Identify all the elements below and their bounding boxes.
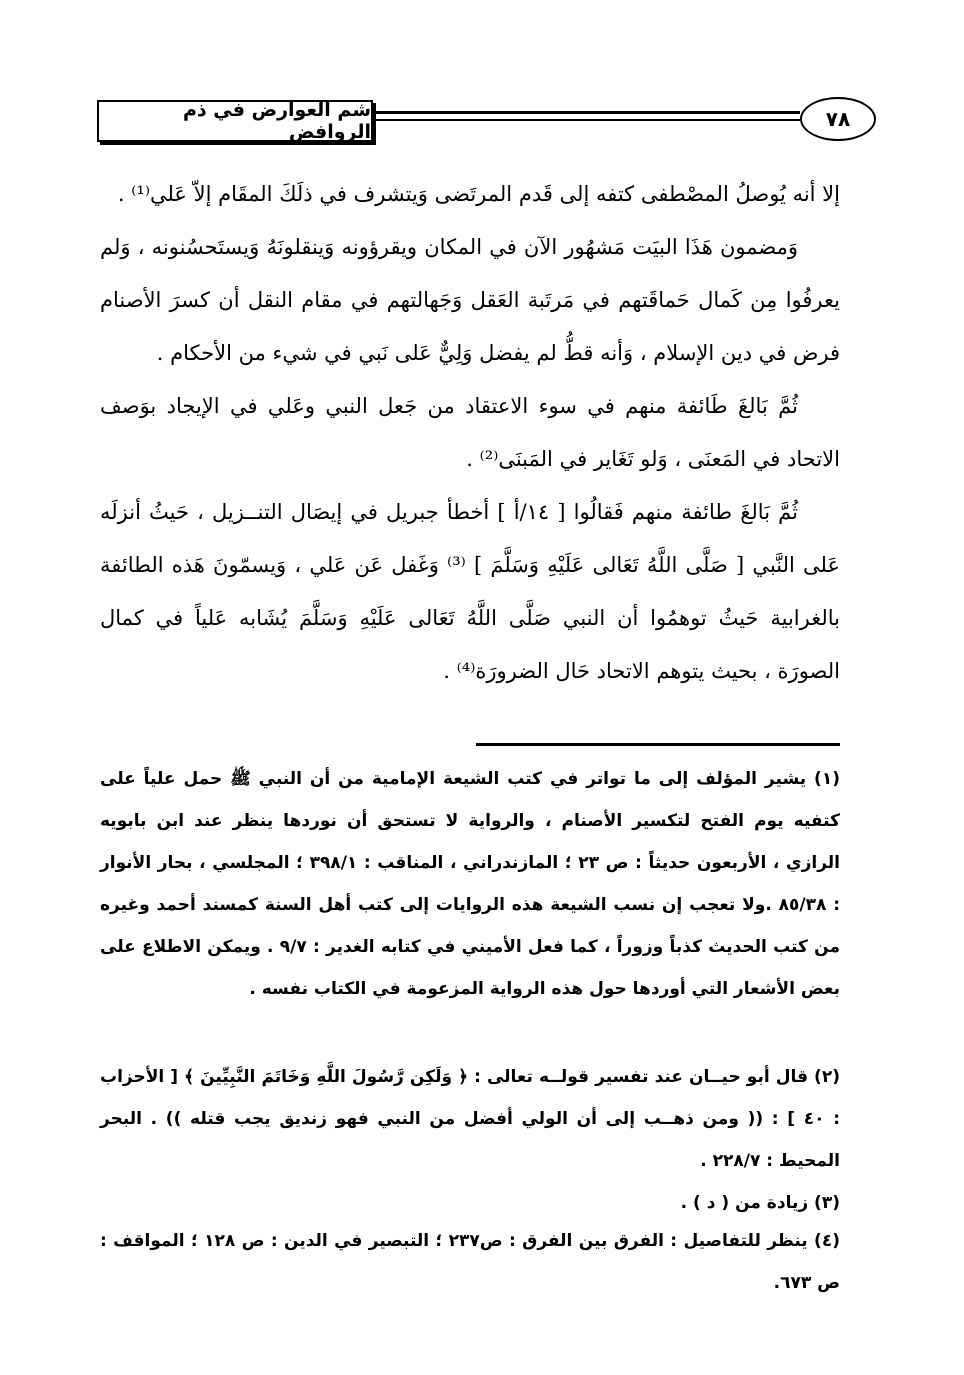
- footnote-text: قال أبو حيــان عند تفسير قولــه تعالى : ﴿ وَلَكِن رَّسُولَ اللَّهِ وَخَاتَمَ النَّبِيِّينَ ﴾ [ الأحزاب : ٤٠ ] : (( ومن ذهــب إلى أن الولي أفضل من النبي فهو زنديق يجب قتله )) . البحر المحيط : ٢٢٨/٧ .: [100, 1067, 840, 1171]
- header-rule: [370, 119, 800, 121]
- paragraph: وَمضمون هَذَا البيَت مَشهُور الآن في المكان ويقرؤونه وَينقلونَهُ وَيستَحسُنونه ، وَلم يعرفُوا مِن كَمال حَماقَتهم في مَرتَبة العَقل وَجَهالتهم في مقام النقل أن كسرَ الأصنام فرض في دين الإسلام ، وَأنه قطُّ لم يفضل وَلِيٌّ عَلى نَبي في شيء من الأحكام .: [100, 235, 840, 365]
- footnote: [100, 758, 840, 1010]
- footnote: [100, 1220, 840, 1304]
- main-text: [100, 168, 840, 698]
- footnote: [100, 1056, 840, 1182]
- footnote: [100, 1182, 840, 1224]
- footnote-number: (٢): [814, 1067, 840, 1087]
- paragraph: إلا أنه يُوصلُ المصْطفى كتفه إلى قَدم المرتَضى وَيتشرف في ذلَكَ المقَام إلاّ عَلي⁽¹⁾ .: [117, 182, 840, 206]
- header-rule: [370, 111, 800, 114]
- paragraph: ثُمَّ بَالغَ طائفة منهم فَقالُوا [ ١٤/أ ] أخطأ جبريل في إيصَال التنــزيل ، حَيثُ أنزلَه عَلى النَّبي [ صَلَّى اللَّهُ تَعَالى عَلَيْهِ وَسَلَّمَ ] ⁽³⁾ وَغَفل عَن عَلي ، وَيسمّونَ هَذه الطائفة بالغرابية حَيثُ توهمُوا أن النبي صَلَّى اللَّهُ تَعَالى عَلَيْهِ وَسَلَّمَ يُشَابه عَلياً في كمال الصورَة ، بحيث يتوهم الاتحاد حَال الضرورَة⁽⁴⁾ .: [100, 500, 840, 683]
- footnote-text: ينظر للتفاصيل : الفرق بين الفرق : ص٢٣٧ ؛ التبصير في الدين : ص ١٢٨ ؛ المواقف : ص ٦٧٣.: [100, 1231, 840, 1293]
- page-number: ٧٨: [800, 97, 876, 141]
- paragraph: ثُمَّ بَالغَ طَائفة منهم في سوء الاعتقاد من جَعل النبي وعَلي في الإيجاد بوَصف الاتحاد في المَعنَى ، وَلو تَغَاير في المَبنَى⁽²⁾ .: [100, 394, 840, 471]
- footnote-number: (٣): [814, 1193, 840, 1213]
- running-title: شم العوارض في ذم الروافض: [97, 100, 373, 142]
- footnote-text: يشير المؤلف إلى ما تواتر في كتب الشيعة الإمامية من أن النبي ﷺ حمل علياً على كتفيه يوم الفتح لتكسير الأصنام ، والرواية لا تستحق أن نوردها ينظر عند ابن بابويه الرازي ، الأربعون حديثاً : ص ٢٣ ؛ المازندراني ، المناقب : ٣٩٨/١ ؛ المجلسي ، بحار الأنوار : ٨٥/٣٨ .ولا تعجب إن نسب الشيعة هذه الروايات إلى كتب أهل السنة كمسند أحمد وغيره من كتب الحديث كذباً وزوراً ، كما فعل الأميني في كتابه الغدير : ٩/٧ . ويمكن الاطلاع على بعض الأشعار التي أوردها حول هذه الرواية المزعومة في الكتاب نفسه .: [100, 769, 841, 999]
- footnote-text: زيادة من ( د ) .: [680, 1193, 809, 1213]
- footnote-number: (١): [814, 769, 840, 789]
- footnote-number: (٤): [814, 1231, 840, 1251]
- footnote-separator: [476, 743, 840, 746]
